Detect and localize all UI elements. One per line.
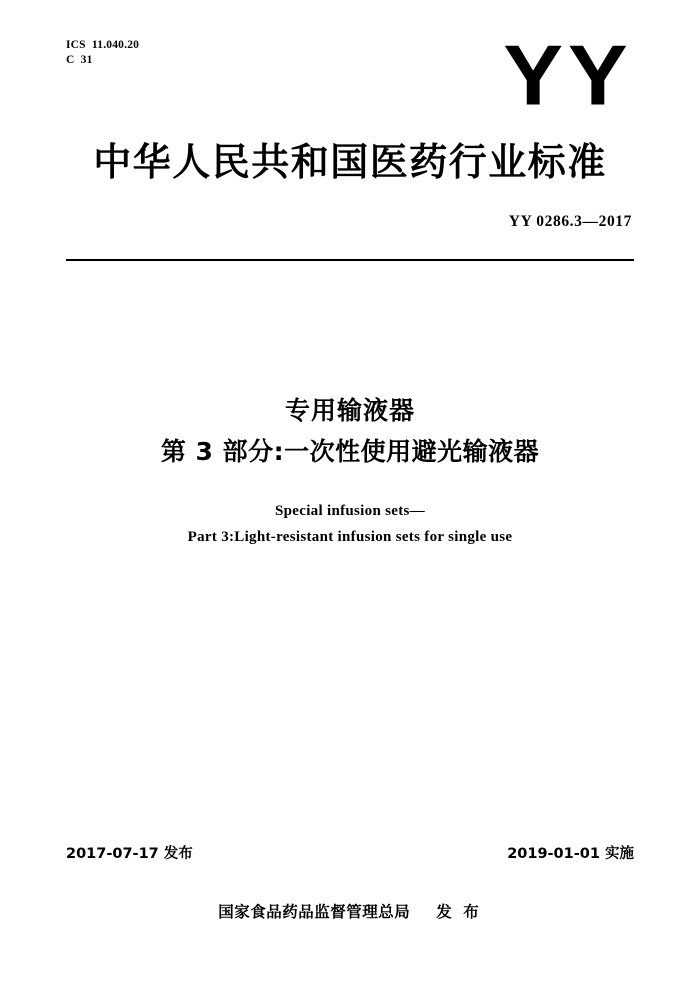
- document-title-chinese-line2: 第 3 部分:一次性使用避光输液器: [160, 437, 540, 466]
- publisher-action: 发 布: [436, 903, 482, 921]
- page-title: 中华人民共和国医药行业标准: [93, 140, 607, 184]
- ccs-code: C 31: [66, 54, 93, 66]
- ics-code: ICS 11.040.20: [66, 39, 140, 51]
- document-title-chinese: [0, 390, 700, 472]
- publisher-name: 国家食品药品监督管理总局: [218, 903, 411, 921]
- issue-date: 2017-07-17 发布: [66, 846, 193, 862]
- standard-number: YY 0286.3—2017: [508, 213, 632, 230]
- document-title-english-line2: Part 3:Light-resistant infusion sets for single use: [187, 529, 513, 545]
- document-title-chinese-line1: 专用输液器: [284, 396, 415, 425]
- yy-logo: YY: [502, 28, 632, 124]
- publisher-row: [0, 900, 700, 922]
- effective-date: 2019-01-01 实施: [507, 846, 634, 862]
- document-title-english-line1: Special infusion sets—: [275, 503, 425, 519]
- header-divider: [66, 259, 634, 261]
- date-row: [66, 842, 634, 864]
- ics-classification-block: [66, 38, 139, 68]
- document-title-english: [0, 498, 700, 550]
